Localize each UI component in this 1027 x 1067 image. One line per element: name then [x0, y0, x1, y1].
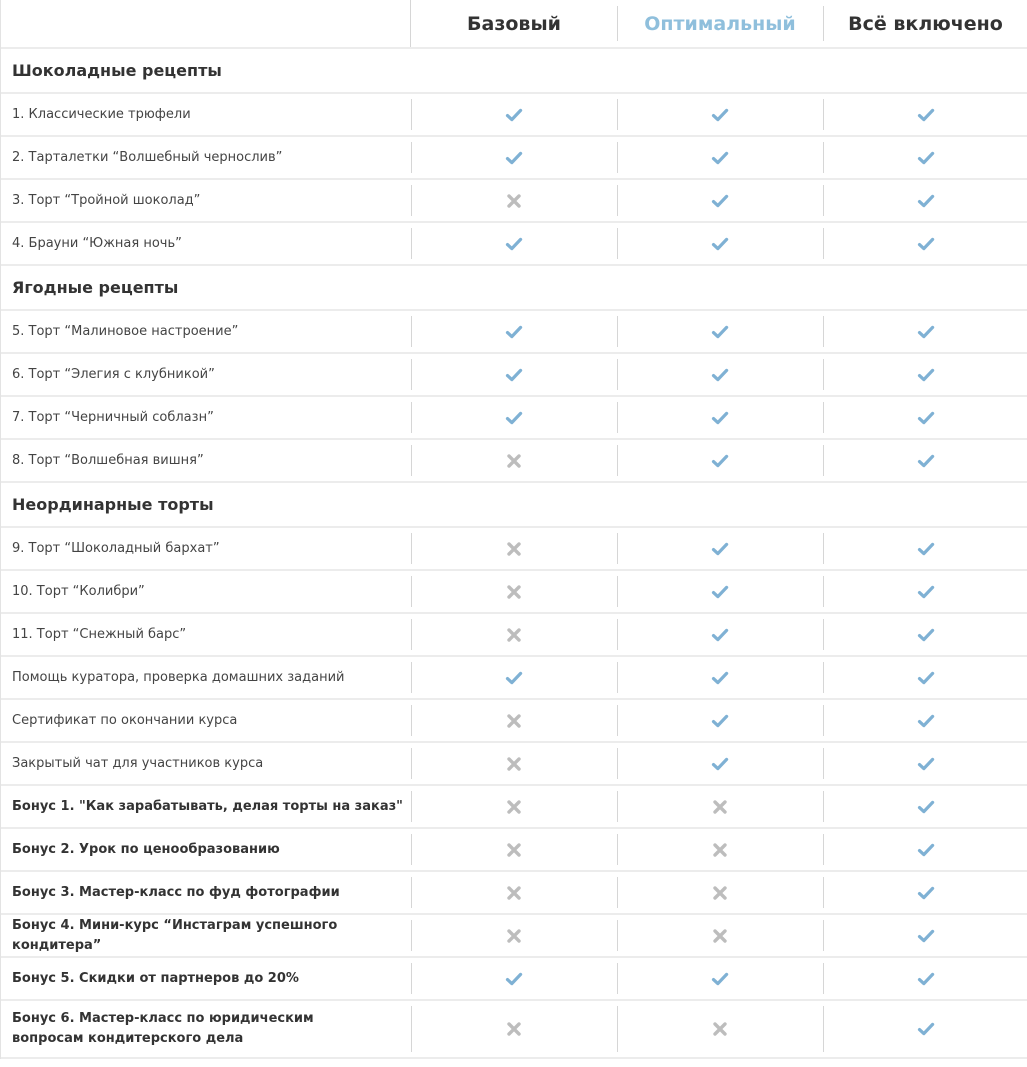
plan-cell-optimal — [617, 354, 823, 395]
plan-cell-all-inclusive — [823, 94, 1027, 135]
feature-label — [1, 915, 411, 956]
plan-cell-optimal — [617, 94, 823, 135]
checkmark-icon — [917, 540, 935, 558]
plan-name: Базовый — [467, 12, 561, 35]
plan-cell-optimal — [617, 700, 823, 741]
table-row — [1, 872, 1027, 915]
section-row — [1, 266, 1027, 311]
plan-cell-all-inclusive — [823, 657, 1027, 698]
cross-icon — [505, 1020, 523, 1038]
checkmark-icon — [917, 1020, 935, 1038]
cross-icon — [505, 884, 523, 902]
feature-label-text: 1. Классические трюфели — [12, 106, 191, 122]
plan-cell-optimal — [617, 614, 823, 655]
plan-cell-optimal — [617, 137, 823, 178]
plan-cell-basic — [411, 657, 617, 698]
feature-label — [1, 958, 411, 999]
section-title-text: Неординарные торты — [12, 494, 214, 514]
checkmark-icon — [711, 149, 729, 167]
checkmark-icon — [505, 323, 523, 341]
checkmark-icon — [711, 540, 729, 558]
plan-header-optimal — [617, 0, 823, 47]
plan-cell-basic — [411, 440, 617, 481]
cross-icon — [711, 798, 729, 816]
plan-cell-optimal — [617, 1001, 823, 1057]
table-row — [1, 180, 1027, 223]
plan-cell-all-inclusive — [823, 786, 1027, 827]
checkmark-icon — [917, 583, 935, 601]
plan-cell-optimal — [617, 786, 823, 827]
plan-cell-all-inclusive — [823, 743, 1027, 784]
plan-cell-optimal — [617, 915, 823, 956]
plan-cell-all-inclusive — [823, 354, 1027, 395]
table-row — [1, 223, 1027, 266]
plan-cell-all-inclusive — [823, 571, 1027, 612]
checkmark-icon — [711, 323, 729, 341]
checkmark-icon — [711, 669, 729, 687]
checkmark-icon — [505, 106, 523, 124]
plan-cell-basic — [411, 397, 617, 438]
feature-label — [1, 743, 411, 784]
checkmark-icon — [711, 970, 729, 988]
checkmark-icon — [917, 149, 935, 167]
feature-label-text: Закрытый чат для участников курса — [12, 755, 264, 771]
table-row — [1, 94, 1027, 137]
table-row — [1, 440, 1027, 483]
plan-cell-basic — [411, 94, 617, 135]
plan-header-all-inclusive — [823, 0, 1027, 47]
table-row — [1, 786, 1027, 829]
plan-cell-basic — [411, 786, 617, 827]
feature-label — [1, 94, 411, 135]
feature-label — [1, 137, 411, 178]
cross-icon — [505, 712, 523, 730]
checkmark-icon — [917, 669, 935, 687]
feature-label-text: Бонус 2. Урок по ценообразованию — [12, 841, 280, 857]
plan-cell-optimal — [617, 657, 823, 698]
table-row — [1, 311, 1027, 354]
table-row — [1, 614, 1027, 657]
checkmark-icon — [917, 235, 935, 253]
feature-label-text: 8. Торт “Волшебная вишня” — [12, 452, 204, 468]
table-row — [1, 397, 1027, 440]
plan-cell-optimal — [617, 180, 823, 221]
plan-cell-basic — [411, 571, 617, 612]
checkmark-icon — [917, 927, 935, 945]
checkmark-icon — [917, 106, 935, 124]
plan-cell-optimal — [617, 311, 823, 352]
plan-cell-optimal — [617, 571, 823, 612]
table-row — [1, 958, 1027, 1001]
checkmark-icon — [505, 366, 523, 384]
feature-label — [1, 528, 411, 569]
table-row — [1, 915, 1027, 958]
checkmark-icon — [711, 409, 729, 427]
feature-label-text: 5. Торт “Малиновое настроение” — [12, 323, 239, 339]
checkmark-icon — [711, 755, 729, 773]
plan-cell-all-inclusive — [823, 440, 1027, 481]
cross-icon — [505, 841, 523, 859]
plan-cell-optimal — [617, 397, 823, 438]
table-header — [1, 0, 1027, 49]
header-empty-cell — [1, 0, 411, 47]
checkmark-icon — [505, 669, 523, 687]
table-row — [1, 743, 1027, 786]
feature-label-text: 10. Торт “Колибри” — [12, 583, 145, 599]
feature-label-text: 7. Торт “Черничный соблазн” — [12, 409, 214, 425]
checkmark-icon — [917, 798, 935, 816]
feature-label — [1, 1001, 411, 1057]
table-row — [1, 1001, 1027, 1059]
plan-cell-all-inclusive — [823, 137, 1027, 178]
plan-cell-basic — [411, 829, 617, 870]
plan-cell-all-inclusive — [823, 528, 1027, 569]
plan-cell-all-inclusive — [823, 1001, 1027, 1057]
plan-cell-optimal — [617, 743, 823, 784]
cross-icon — [505, 798, 523, 816]
plan-cell-all-inclusive — [823, 614, 1027, 655]
checkmark-icon — [917, 409, 935, 427]
feature-label-text: Сертификат по окончании курса — [12, 712, 238, 728]
table-body — [1, 49, 1027, 1059]
plan-cell-all-inclusive — [823, 180, 1027, 221]
plan-cell-basic — [411, 528, 617, 569]
checkmark-icon — [917, 755, 935, 773]
cross-icon — [711, 927, 729, 945]
feature-label — [1, 311, 411, 352]
feature-label-text: 4. Брауни “Южная ночь” — [12, 235, 182, 251]
feature-label — [1, 786, 411, 827]
plan-cell-all-inclusive — [823, 829, 1027, 870]
plan-cell-basic — [411, 743, 617, 784]
plan-cell-basic — [411, 872, 617, 913]
checkmark-icon — [711, 192, 729, 210]
plan-cell-optimal — [617, 528, 823, 569]
checkmark-icon — [711, 106, 729, 124]
checkmark-icon — [917, 841, 935, 859]
table-row — [1, 700, 1027, 743]
checkmark-icon — [711, 712, 729, 730]
plan-cell-all-inclusive — [823, 915, 1027, 956]
section-title — [1, 266, 411, 309]
table-row — [1, 829, 1027, 872]
plan-cell-basic — [411, 354, 617, 395]
cross-icon — [711, 1020, 729, 1038]
feature-label-text: 3. Торт “Тройной шоколад” — [12, 192, 201, 208]
plan-header-basic — [411, 0, 617, 47]
checkmark-icon — [917, 192, 935, 210]
cross-icon — [505, 583, 523, 601]
feature-label — [1, 657, 411, 698]
plan-cell-optimal — [617, 958, 823, 999]
plan-cell-basic — [411, 223, 617, 264]
plan-cell-optimal — [617, 872, 823, 913]
feature-label — [1, 397, 411, 438]
checkmark-icon — [505, 235, 523, 253]
plan-cell-all-inclusive — [823, 311, 1027, 352]
plan-cell-all-inclusive — [823, 958, 1027, 999]
section-row — [1, 483, 1027, 528]
cross-icon — [711, 841, 729, 859]
table-row — [1, 528, 1027, 571]
feature-label — [1, 872, 411, 913]
section-row — [1, 49, 1027, 94]
cross-icon — [505, 452, 523, 470]
plan-cell-basic — [411, 614, 617, 655]
checkmark-icon — [711, 366, 729, 384]
plan-cell-all-inclusive — [823, 223, 1027, 264]
feature-label — [1, 180, 411, 221]
feature-label — [1, 354, 411, 395]
feature-label-text: 2. Тарталетки “Волшебный чернослив” — [12, 149, 283, 165]
feature-label — [1, 700, 411, 741]
checkmark-icon — [917, 884, 935, 902]
feature-label-text: 9. Торт “Шоколадный бархат” — [12, 540, 220, 556]
section-title — [1, 483, 411, 526]
plan-cell-optimal — [617, 829, 823, 870]
plan-name: Оптимальный — [644, 12, 796, 35]
plan-name: Всё включено — [848, 12, 1003, 35]
plan-cell-optimal — [617, 223, 823, 264]
cross-icon — [505, 192, 523, 210]
feature-label-text: Помощь куратора, проверка домашних заданий — [12, 669, 345, 685]
cross-icon — [505, 927, 523, 945]
feature-label-text: Бонус 4. Мини-курс “Инстаграм успешного кондитера” — [12, 917, 338, 953]
feature-label-text: 11. Торт “Снежный барс” — [12, 626, 187, 642]
feature-label-text: Бонус 3. Мастер-класс по фуд фотографии — [12, 884, 340, 900]
feature-label — [1, 223, 411, 264]
cross-icon — [711, 884, 729, 902]
feature-label-text: Бонус 6. Мастер-класс по юридическим вопросам кондитерского дела — [12, 1011, 314, 1046]
feature-label — [1, 440, 411, 481]
plan-cell-optimal — [617, 440, 823, 481]
checkmark-icon — [505, 970, 523, 988]
checkmark-icon — [505, 409, 523, 427]
table-row — [1, 354, 1027, 397]
plan-cell-basic — [411, 311, 617, 352]
section-title-text: Шоколадные рецепты — [12, 60, 222, 80]
plan-cell-basic — [411, 958, 617, 999]
plan-cell-basic — [411, 1001, 617, 1057]
table-row — [1, 657, 1027, 700]
plan-cell-all-inclusive — [823, 397, 1027, 438]
checkmark-icon — [711, 235, 729, 253]
checkmark-icon — [505, 149, 523, 167]
feature-label-text: Бонус 5. Скидки от партнеров до 20% — [12, 970, 299, 986]
checkmark-icon — [917, 970, 935, 988]
plan-cell-all-inclusive — [823, 700, 1027, 741]
checkmark-icon — [917, 323, 935, 341]
section-title-text: Ягодные рецепты — [12, 277, 179, 297]
checkmark-icon — [917, 626, 935, 644]
cross-icon — [505, 540, 523, 558]
plan-cell-basic — [411, 915, 617, 956]
cross-icon — [505, 626, 523, 644]
feature-label-text: Бонус 1. "Как зарабатывать, делая торты на заказ" — [12, 798, 403, 814]
plan-cell-basic — [411, 700, 617, 741]
plan-cell-basic — [411, 180, 617, 221]
feature-label — [1, 571, 411, 612]
checkmark-icon — [711, 452, 729, 470]
feature-label — [1, 829, 411, 870]
feature-label — [1, 614, 411, 655]
feature-label-text: 6. Торт “Элегия с клубникой” — [12, 366, 215, 382]
plan-cell-basic — [411, 137, 617, 178]
plan-cell-all-inclusive — [823, 872, 1027, 913]
cross-icon — [505, 755, 523, 773]
checkmark-icon — [917, 452, 935, 470]
table-row — [1, 137, 1027, 180]
checkmark-icon — [917, 712, 935, 730]
checkmark-icon — [711, 626, 729, 644]
table-row — [1, 571, 1027, 614]
checkmark-icon — [917, 366, 935, 384]
section-title — [1, 49, 411, 92]
checkmark-icon — [711, 583, 729, 601]
